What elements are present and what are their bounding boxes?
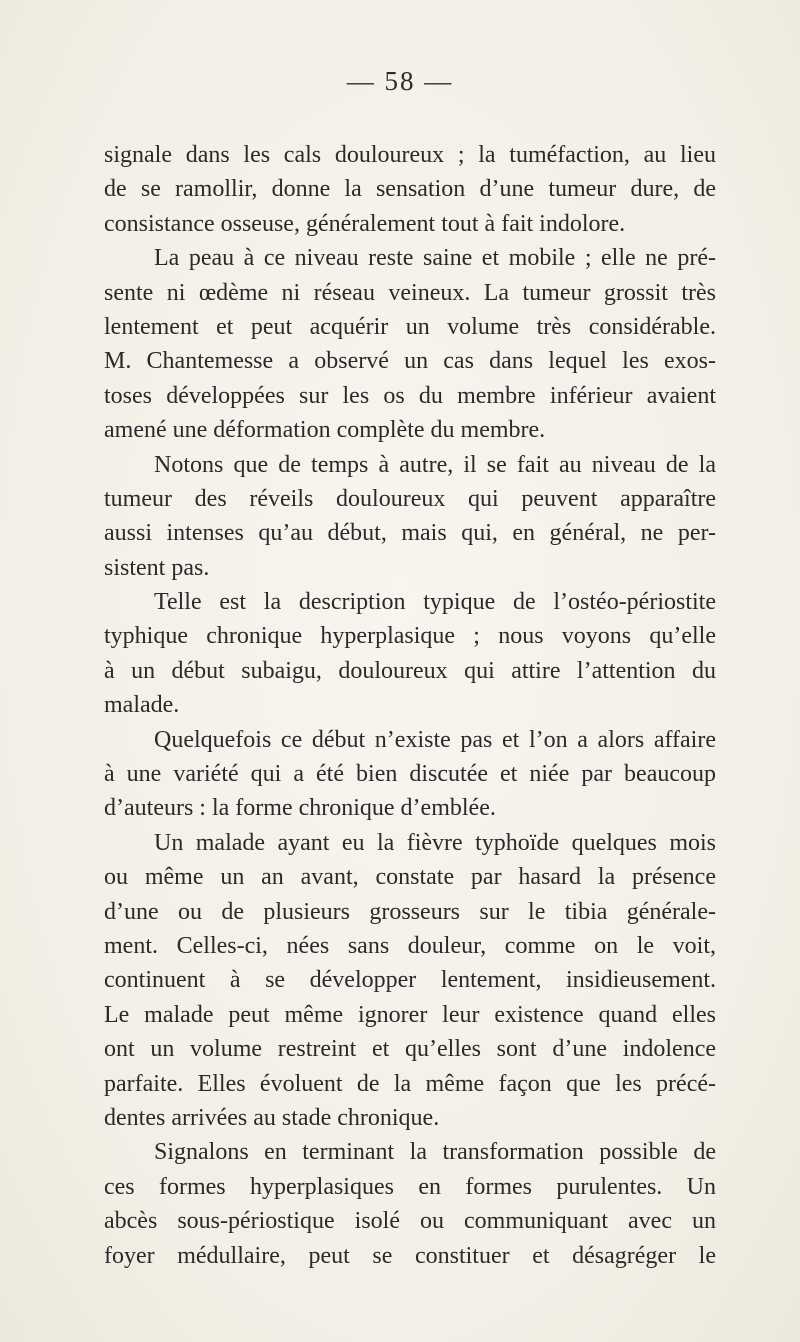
text-line: d’une ou de plusieurs grosseurs sur le tibia générale-	[104, 898, 716, 925]
text-line: à un début subaigu, douloureux qui attire l’attention du	[104, 657, 716, 684]
text-line: tumeur des réveils douloureux qui peuvent apparaître	[104, 485, 716, 512]
text-line: à une variété qui a été bien discutée et niée par beaucoup	[104, 761, 716, 788]
text-line: de se ramollir, donne la sensation d’une tumeur dure, de	[104, 176, 716, 203]
text-line: malade.	[104, 692, 180, 719]
text-line: toses développées sur les os du membre inférieur avaient	[104, 382, 716, 409]
text-line: consistance osseuse, généralement tout à fait indolore.	[104, 210, 626, 237]
text-line: amené une déformation complète du membre.	[104, 417, 546, 444]
text-line: Signalons en terminant la transformation possible de	[154, 1139, 716, 1166]
text-line: lentement et peut acquérir un volume très considérable.	[104, 313, 716, 340]
text-line: Un malade ayant eu la fièvre typhoïde quelques mois	[154, 829, 716, 856]
text-line: dentes arrivées au stade chronique.	[104, 1104, 440, 1131]
text-line: Le malade peut même ignorer leur existence quand elles	[104, 1001, 716, 1028]
page-number: — 58 —	[346, 66, 454, 96]
text-line: parfaite. Elles évoluent de la même façon que les précé-	[104, 1070, 716, 1097]
text-line: foyer médullaire, peut se constituer et désagréger le	[104, 1242, 716, 1269]
text-line: ces formes hyperplasiques en formes purulentes. Un	[104, 1173, 716, 1200]
text-line: continuent à se développer lentement, insidieusement.	[104, 967, 716, 994]
text-line: La peau à ce niveau reste saine et mobile ; elle ne pré-	[154, 245, 716, 272]
text-line: ou même un an avant, constate par hasard la présence	[104, 864, 716, 891]
text-line: M. Chantemesse a observé un cas dans lequel les exos-	[104, 348, 716, 375]
text-line: ont un volume restreint et qu’elles sont d’une indolence	[104, 1036, 716, 1063]
text-line: signale dans les cals douloureux ; la tuméfaction, au lieu	[104, 142, 716, 168]
text-line: Telle est la description typique de l’ostéo-périostite	[154, 589, 716, 616]
text-line: typhique chronique hyperplasique ; nous voyons qu’elle	[104, 623, 716, 650]
text-line: Notons que de temps à autre, il se fait au niveau de la	[154, 451, 716, 478]
text-line: sistent pas.	[104, 554, 210, 581]
text-line: aussi intenses qu’au début, mais qui, en général, ne per-	[104, 520, 716, 547]
body-text	[104, 138, 716, 1273]
text-line: abcès sous-périostique isolé ou communiquant avec un	[104, 1208, 716, 1235]
text-line: ment. Celles-ci, nées sans douleur, comme on le voit,	[104, 932, 716, 959]
text-line: Quelquefois ce début n’existe pas et l’on a alors affaire	[154, 726, 716, 753]
text-line: sente ni œdème ni réseau veineux. La tumeur grossit très	[104, 279, 716, 306]
text-line: d’auteurs : la forme chronique d’emblée.	[104, 795, 496, 822]
